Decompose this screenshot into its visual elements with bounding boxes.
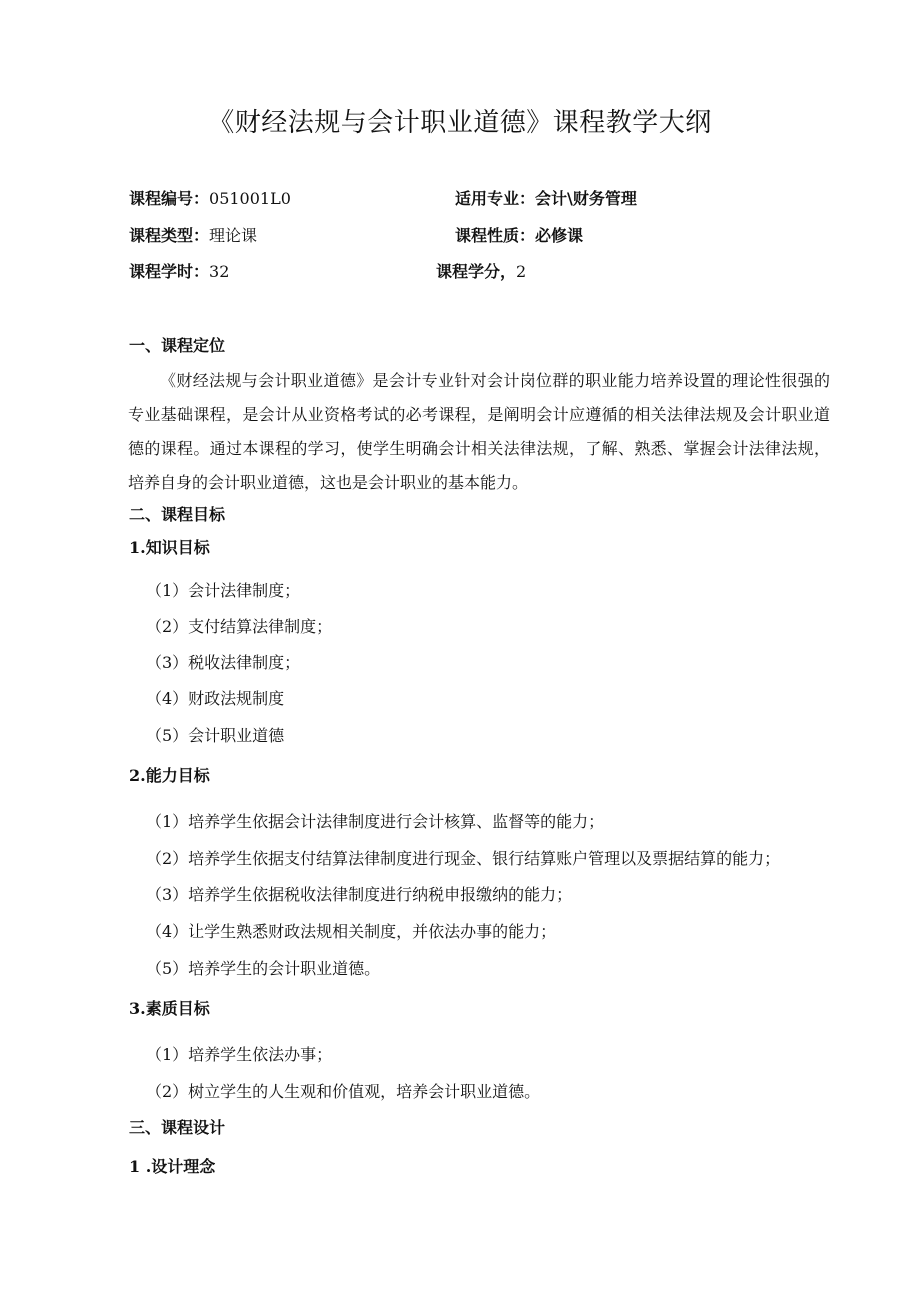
course-type [129,226,257,246]
knowledge-item: （2）支付结算法律制度； [146,617,333,636]
design-philosophy-heading: 1 .设计理念 [129,1157,216,1176]
course-code [129,189,291,209]
course-type-value: 理论课 [209,226,258,245]
course-nature [455,226,583,246]
document-title: 《财经法规与会计职业道德》课程教学大纲 [208,108,712,138]
ability-item: （1）培养学生依据会计法律制度进行会计核算、监督等的能力； [146,812,605,831]
knowledge-item: （4）财政法规制度 [146,689,285,708]
section-heading-objectives: 二、课程目标 [129,505,226,524]
knowledge-item: （5）会计职业道德 [146,726,285,745]
quality-item: （1）培养学生依法办事； [146,1045,333,1064]
course-hours-value: 32 [209,262,230,281]
section-heading-design: 三、课程设计 [129,1118,226,1137]
course-credits-value: 2 [516,262,527,281]
knowledge-objectives-heading: 1.知识目标 [129,538,210,557]
applicable-major-label: 适用专业： [455,189,536,208]
knowledge-item: （3）税收法律制度； [146,653,301,672]
course-hours [129,262,229,282]
positioning-paragraph: 《财经法规与会计职业道德》是会计专业针对会计岗位群的职业能力培养设置的理论性很强的专业基础课程，是会计从业资格考试的必考课程，是阐明会计应遵循的相关法律法规及会计职业道德的课程。通过本课程的学习，使学生明确会计相关法律法规，了解、熟悉、掌握会计法律法规，培养自身的会计职业道德，这也是会计职业的基本能力。 [128,371,830,492]
quality-objectives-heading: 3.素质目标 [129,999,210,1018]
course-credits-label: 课程学分， [436,262,517,281]
course-nature-value: 必修课 [535,226,584,245]
section-heading-positioning: 一、课程定位 [129,336,226,355]
course-hours-label: 课程学时： [129,262,210,281]
course-credits [436,262,526,282]
course-code-value: 051001L0 [209,189,291,208]
course-type-label: 课程类型： [129,226,210,245]
applicable-major-value: 会计\财务管理 [535,189,637,208]
ability-item: （2）培养学生依据支付结算法律制度进行现金、银行结算账户管理以及票据结算的能力； [146,849,781,868]
knowledge-item: （1）会计法律制度； [146,581,301,600]
course-nature-label: 课程性质： [455,226,536,245]
applicable-major [455,189,637,209]
course-code-label: 课程编号： [129,189,210,208]
ability-item: （5）培养学生的会计职业道德。 [146,959,381,978]
ability-item: （4）让学生熟悉财政法规相关制度，并依法办事的能力； [146,922,557,941]
quality-item: （2）树立学生的人生观和价值观，培养会计职业道德。 [146,1082,541,1101]
ability-item: （3）培养学生依据税收法律制度进行纳税申报缴纳的能力； [146,885,573,904]
ability-objectives-heading: 2.能力目标 [129,766,210,785]
